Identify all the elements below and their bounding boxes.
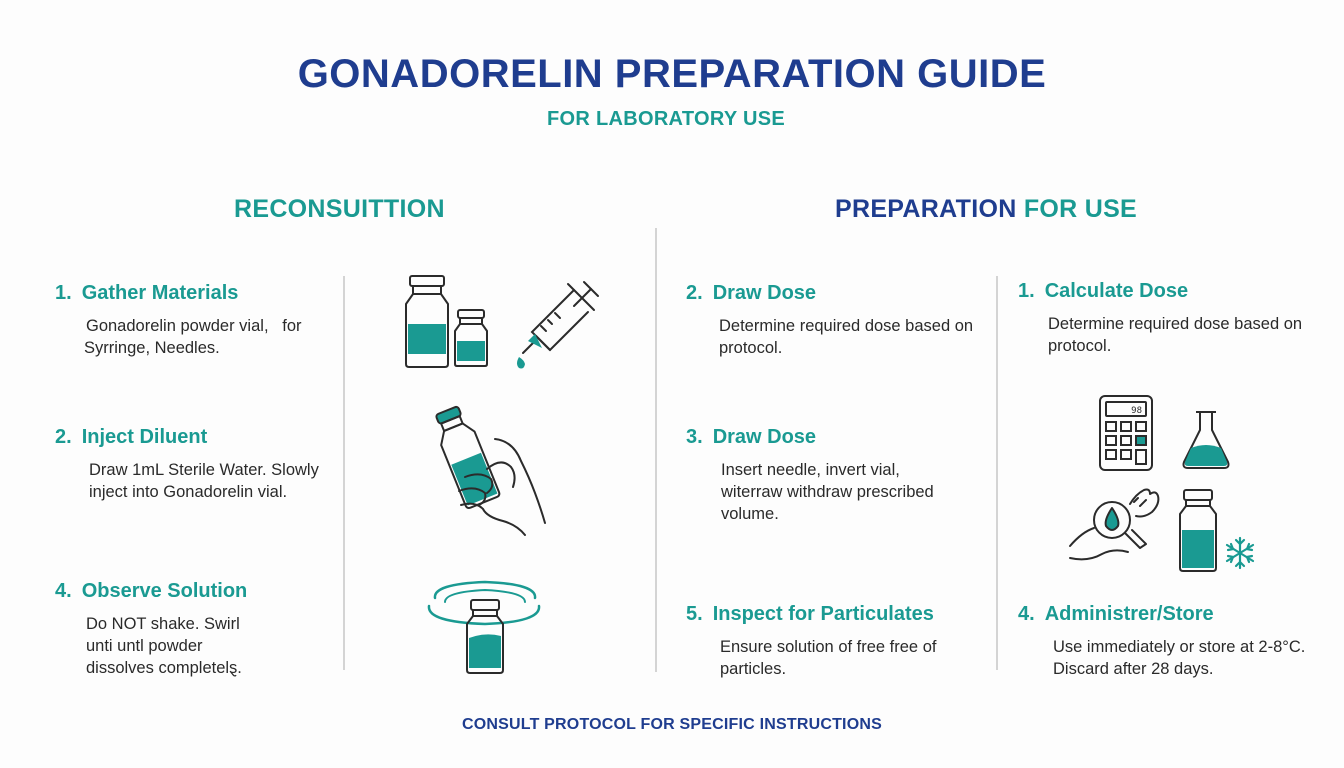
step-text-line: Determine required dose based on xyxy=(1048,315,1303,333)
step-number: 5. xyxy=(686,603,703,625)
step-number: 2. xyxy=(686,282,703,304)
step-number: 1. xyxy=(55,282,72,304)
vials-icon xyxy=(406,276,487,367)
calculator-display: 98 xyxy=(1131,406,1142,416)
step-text-line: inject into Gonadorelin vial. xyxy=(89,483,288,501)
step-title: Observe Solution xyxy=(81,580,248,602)
page-title: GONADORELIN PREPARATION GUIDE xyxy=(297,52,1047,96)
reconstitution-heading: RECONSUITTION xyxy=(234,195,445,223)
preparation-heading xyxy=(835,195,1137,224)
step-text-line: unti untl powder xyxy=(86,637,203,655)
preparation-heading-part2: FOR USE xyxy=(1023,195,1138,223)
step-text-line: witerraw withdraw prescribed xyxy=(721,483,934,501)
swirl-vial-icon xyxy=(425,580,545,676)
preparation-step-3 xyxy=(686,426,991,525)
snowflake-icon xyxy=(1227,538,1253,568)
step-text-line: Syrringe, Needles. xyxy=(84,339,220,357)
refrigerated-vial-icon xyxy=(1176,488,1260,574)
step-title: Gather Materials xyxy=(81,282,239,304)
step-text-line: Draw 1mL Sterile Water. Slowly xyxy=(89,461,319,479)
step-number: 2. xyxy=(55,426,72,448)
preparation-step-5 xyxy=(686,603,991,680)
step-text-line: Discard after 28 days. xyxy=(1053,660,1214,678)
step-text-line: Determine required dose based on xyxy=(719,317,974,335)
step-text-line: Insert needle, invert vial, xyxy=(721,461,900,479)
step-number: 1. xyxy=(1018,280,1035,302)
step-text-line: Gonadorelin powder vial, for xyxy=(86,317,302,335)
hand-vial-icon xyxy=(425,405,555,540)
vials-syringe-illustration xyxy=(400,274,602,374)
step-text-line: protocol. xyxy=(1048,337,1112,355)
calculator-icon xyxy=(1098,394,1154,472)
reconstitution-step-1 xyxy=(55,282,340,359)
step-title: Draw Dose xyxy=(712,426,817,448)
reconstitution-step-2 xyxy=(55,426,340,503)
step-text-line: Do NOT shake. Swirl xyxy=(86,615,240,633)
magnifier-drop-icon xyxy=(1068,486,1164,568)
step-number: 4. xyxy=(55,580,72,602)
divider-main xyxy=(655,228,657,672)
step-text-line: Use immediately or store at 2-8°C. xyxy=(1053,638,1306,656)
preparation-step-2 xyxy=(686,282,991,359)
flask-icon xyxy=(1180,410,1232,472)
syringe-icon xyxy=(517,282,598,369)
preparation-step-4 xyxy=(1018,603,1340,680)
step-number: 3. xyxy=(686,426,703,448)
step-title: Inject Diluent xyxy=(81,426,208,448)
step-title: Inspect for Particulates xyxy=(712,603,934,625)
step-text-line: dissolves completelȿ. xyxy=(86,659,242,677)
divider-preparation xyxy=(996,276,998,670)
step-title: Administrer/Store xyxy=(1044,603,1214,625)
step-text-line: Ensure solution of free free of xyxy=(720,638,937,656)
step-number: 4. xyxy=(1018,603,1035,625)
step-title: Calculate Dose xyxy=(1044,280,1189,302)
step-text-line: particles. xyxy=(720,660,787,678)
preparation-step-1 xyxy=(1018,280,1338,357)
reconstitution-step-4 xyxy=(55,580,340,679)
footer-note: CONSULT PROTOCOL FOR SPECIFIC INSTRUCTIONS xyxy=(462,716,882,733)
step-text-line: volume. xyxy=(721,505,779,523)
step-title: Draw Dose xyxy=(712,282,817,304)
page-subtitle: FOR LABORATORY USE xyxy=(546,108,785,130)
divider-reconstitution xyxy=(343,276,345,670)
preparation-heading-part1: PREPARATION xyxy=(835,195,1017,223)
step-text-line: protocol. xyxy=(719,339,783,357)
